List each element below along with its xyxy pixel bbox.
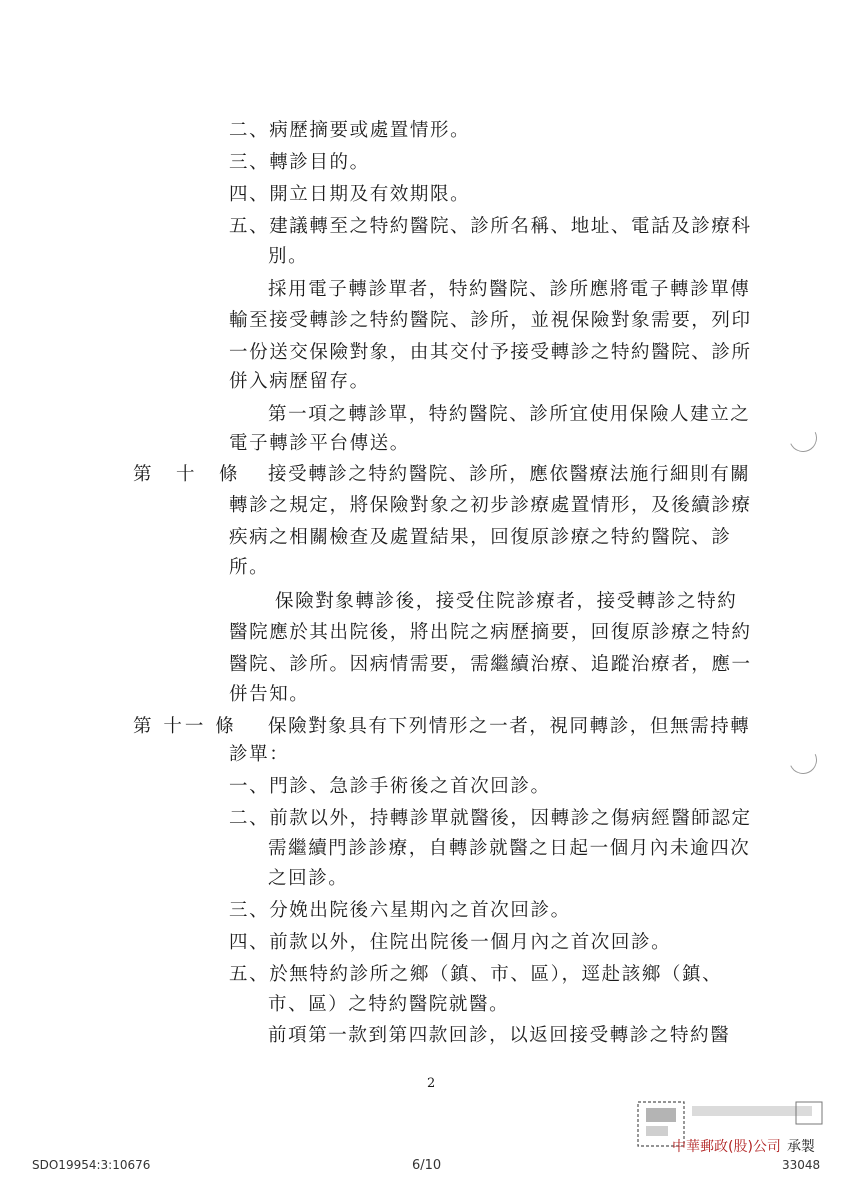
article-10-line: 所。 [229,557,270,578]
list-item: 需繼續門診診療，自轉診就醫之日起一個月內未逾四次 [268,838,751,859]
article-10-line: 轉診之規定，將保險對象之初步診療處置情形，及後續診療 [229,495,752,516]
list-item: 二、病歷摘要或處置情形。 [229,120,471,141]
article-10-para2-line: 醫院、診所。因病情需要，需繼續治療、追蹤治療者，應一 [229,654,752,675]
printer-code: 33048 [782,1158,821,1172]
printer-name: 中華郵政(股)公司 [672,1139,781,1155]
punch-hole-mark [785,742,821,778]
punch-hole-mark [785,420,821,456]
page-number: 2 [427,1076,436,1091]
list-item: 之回診。 [268,868,349,889]
paragraph-line: 電子轉診平台傳送。 [229,433,410,454]
paragraph-line: 輸至接受轉診之特約醫院、診所，並視保險對象需要，列印 [229,310,752,331]
list-item: 別。 [268,246,309,267]
paragraph-line: 一份送交保險對象，由其交付予接受轉診之特約醫院、診所 [229,342,752,363]
article-10-line: 接受轉診之特約醫院、診所，應依醫療法施行細則有關 [268,464,751,485]
paragraph-line: 併入病歷留存。 [229,371,370,392]
article-11-line: 保險對象具有下列情形之一者，視同轉診，但無需持轉 [268,716,751,737]
printer-suffix: 承製 [786,1139,815,1155]
article-10-label: 第 十 條 [133,464,241,485]
article-11-line: 診單： [229,744,290,765]
list-item: 五、於無特約診所之鄉（鎮、市、區），逕赴該鄉（鎮、 [229,964,723,985]
list-item: 市、區）之特約醫院就醫。 [268,994,510,1015]
sheet-number: 6/10 [412,1158,442,1173]
article-10-para2-line: 保險對象轉診後，接受住院診療者，接受轉診之特約 [275,591,738,612]
list-item: 四、前款以外，住院出院後一個月內之首次回診。 [229,932,672,953]
article-10-para2-line: 醫院應於其出院後，將出院之病歷摘要，回復原診療之特約 [229,622,752,643]
article-10-para2-line: 併告知。 [229,684,310,705]
printer-credit [672,1136,815,1156]
paragraph-line: 前項第一款到第四款回診，以返回接受轉診之特約醫 [268,1025,731,1046]
list-item: 五、建議轉至之特約醫院、診所名稱、地址、電話及診療科 [229,216,752,237]
article-10-line: 疾病之相關檢查及處置結果，回復原診療之特約醫院、診 [229,527,732,548]
list-item: 三、轉診目的。 [229,152,370,173]
paragraph-line: 採用電子轉診單者，特約醫院、診所應將電子轉診單傳 [268,279,751,300]
list-item: 二、前款以外，持轉診單就醫後，因轉診之傷病經醫師認定 [229,808,752,829]
list-item: 三、分娩出院後六星期內之首次回診。 [229,900,571,921]
paragraph-line: 第一項之轉診單，特約醫院、診所宜使用保險人建立之 [268,404,751,425]
doc-code: SDO19954:3:10676 [32,1158,151,1172]
list-item: 四、開立日期及有效期限。 [229,184,471,205]
list-item: 一、門診、急診手術後之首次回診。 [229,776,551,797]
article-11-label: 第 十一 條 [133,716,237,737]
